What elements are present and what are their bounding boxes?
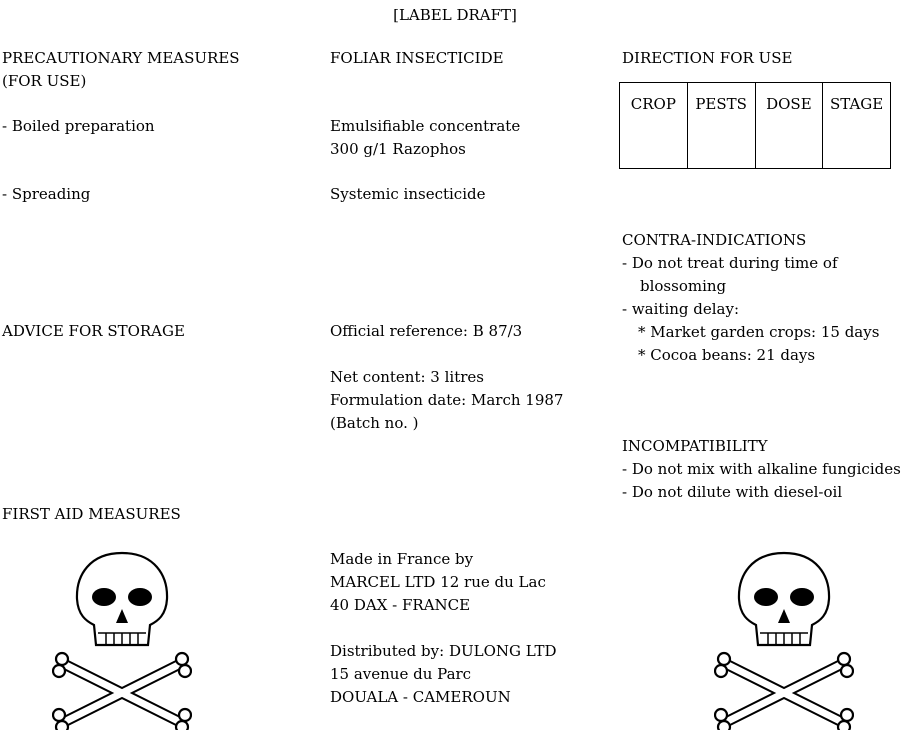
- direction-table: [619, 82, 891, 169]
- manufacturer-line-3: 40 DAX - FRANCE: [330, 596, 471, 614]
- precautionary-heading-line-2: (FOR USE): [2, 72, 87, 90]
- official-reference: Official reference: B 87/3: [330, 322, 523, 340]
- contra-heading: CONTRA-INDICATIONS: [622, 231, 807, 249]
- skull-crossbones-icon: [714, 545, 854, 730]
- distributor-line-2: 15 avenue du Parc: [330, 665, 472, 683]
- contra-indications-block: [622, 229, 879, 367]
- contra-item-2: - waiting delay:: [622, 300, 740, 318]
- precautionary-heading-line-1: PRECAUTIONARY MEASURES: [2, 49, 240, 67]
- formulation-line-1: Emulsifiable concentrate: [330, 117, 521, 135]
- distributor-line-1: Distributed by: DULONG LTD: [330, 642, 557, 660]
- table-header-pests: PESTS: [687, 83, 755, 169]
- formulation-date: Formulation date: March 1987: [330, 391, 564, 409]
- storage-heading: ADVICE FOR STORAGE: [2, 322, 185, 340]
- manufacturer-line-1: Made in France by: [330, 550, 474, 568]
- content-block: [330, 366, 563, 435]
- contra-item-1-continued: blossoming: [640, 277, 727, 295]
- contra-item-1: - Do not treat during time of: [622, 254, 838, 272]
- incompatibility-item-1: - Do not mix with alkaline fungicides: [622, 460, 901, 478]
- insecticide-type: Systemic insecticide: [330, 185, 486, 203]
- incompatibility-item-2: - Do not dilute with diesel-oil: [622, 483, 843, 501]
- incompatibility-heading: INCOMPATIBILITY: [622, 437, 768, 455]
- batch-number: (Batch no. ): [330, 414, 419, 432]
- product-heading: FOLIAR INSECTICIDE: [330, 49, 504, 67]
- distributor-line-3: DOUALA - CAMEROUN: [330, 688, 511, 706]
- first-aid-heading: FIRST AID MEASURES: [2, 505, 181, 523]
- formulation-block: [330, 115, 520, 161]
- incompatibility-block: [622, 435, 901, 504]
- contra-item-2a: * Market garden crops: 15 days: [638, 323, 880, 341]
- table-header-crop: CROP: [620, 83, 688, 169]
- net-content: Net content: 3 litres: [330, 368, 484, 386]
- table-header-stage: STAGE: [823, 83, 891, 169]
- distributor-block: [330, 640, 557, 709]
- table-header-dose: DOSE: [755, 83, 823, 169]
- direction-table-header-row: [620, 83, 891, 169]
- formulation-line-2: 300 g/1 Razophos: [330, 140, 466, 158]
- skull-crossbones-icon: [52, 545, 192, 730]
- contra-item-2b: * Cocoa beans: 21 days: [638, 346, 816, 364]
- precautionary-measures-heading: [2, 47, 240, 93]
- direction-heading: DIRECTION FOR USE: [622, 49, 793, 67]
- label-title: [LABEL DRAFT]: [393, 6, 517, 24]
- item-spreading: - Spreading: [2, 185, 91, 203]
- manufacturer-line-2: MARCEL LTD 12 rue du Lac: [330, 573, 546, 591]
- manufacturer-block: [330, 548, 546, 617]
- item-boiled-preparation: - Boiled preparation: [2, 117, 155, 135]
